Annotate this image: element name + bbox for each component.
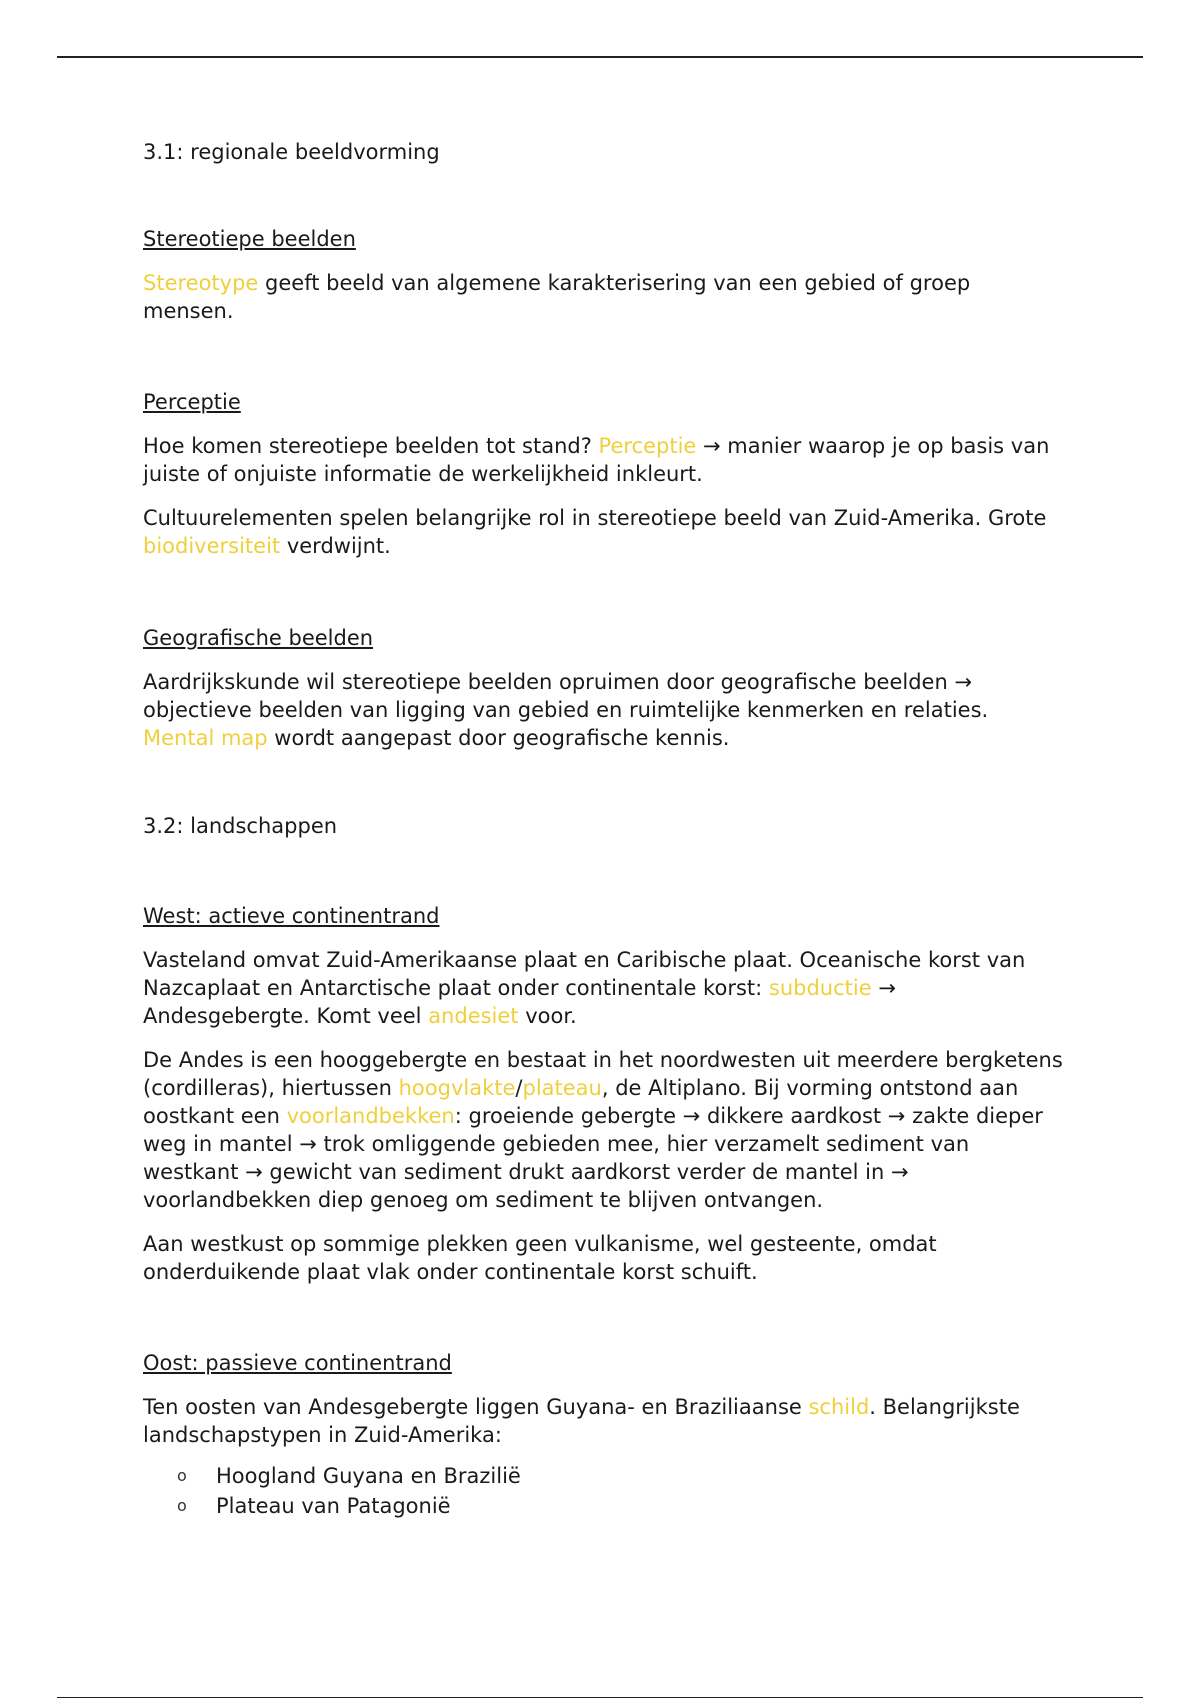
heading-oost: Oost: passieve continentrand: [143, 1351, 452, 1375]
document-body: [143, 138, 1063, 1521]
term-schild: schild: [808, 1395, 870, 1419]
footer-rule: [57, 1697, 1143, 1698]
heading-geografische-beelden: Geografische beelden: [143, 626, 374, 650]
paragraph-geografisch: Aardrijkskunde wil stereotiepe beelden opruimen door geografische beelden → objectieve beelden van ligging van gebied en ruimtelijke kenmerken en relaties. Mental map wordt aangepast door geografische kennis.: [143, 670, 989, 750]
term-biodiversiteit: biodiversiteit: [143, 534, 281, 558]
paragraph-west-3: Aan westkust op sommige plekken geen vulkanisme, wel gesteente, omdat onderduikende plaat vlak onder continentale korst schuift.: [143, 1232, 937, 1284]
heading-west: West: actieve continentrand: [143, 904, 440, 928]
term-stereotype: Stereotype: [143, 271, 259, 295]
paragraph-west-1: Vasteland omvat Zuid-Amerikaanse plaat en Caribische plaat. Oceanische korst van Nazcaplaat en Antarctische plaat onder continentale korst: subductie → Andesgebergte. Komt veel andesiet voor.: [143, 948, 1026, 1028]
paragraph-perceptie-1: Hoe komen stereotiepe beelden tot stand? Perceptie → manier waarop je op basis van juiste of onjuiste informatie de werkelijkheid inkleurt.: [143, 434, 1050, 486]
paragraph-west-2: De Andes is een hooggebergte en bestaat in het noordwesten uit meerdere bergketens (cordilleras), hiertussen hoogvlakte/plateau, de Altiplano. Bij vorming ontstond aan oostkant een voorlandbekken: groeiende gebergte → dikkere aardkost → zakte dieper weg in mantel → trok omliggende gebieden mee, hier verzamelt sediment van westkant → gewicht van sediment drukt aardkorst verder de mantel in → voorlandbekken diep genoeg om sediment te blijven ontvangen.: [143, 1048, 1063, 1212]
term-hoogvlakte: hoogvlakte: [398, 1076, 516, 1100]
term-plateau: plateau: [522, 1076, 602, 1100]
bullet-circle-icon: o: [177, 1496, 187, 1515]
paragraph-perceptie-2: Cultuurelementen spelen belangrijke rol in stereotiepe beeld van Zuid-Amerika. Grote biodiversiteit verdwijnt.: [143, 506, 1047, 558]
term-subductie: subductie: [768, 976, 872, 1000]
chapter-title-3-1: 3.1: regionale beeldvorming: [143, 140, 440, 164]
list-item: o Plateau van Patagonië: [143, 1491, 1063, 1521]
landscape-type-list: [143, 1461, 1063, 1521]
paragraph-stereotype: Stereotype geeft beeld van algemene karakterisering van een gebied of groep mensen.: [143, 271, 971, 323]
term-voorlandbekken: voorlandbekken: [286, 1104, 455, 1128]
paragraph-oost: Ten oosten van Andesgebergte liggen Guyana- en Braziliaanse schild. Belangrijkste landschapstypen in Zuid-Amerika:: [143, 1395, 1020, 1447]
heading-perceptie: Perceptie: [143, 390, 241, 414]
header-rule: [57, 56, 1143, 58]
heading-stereotiepe-beelden: Stereotiepe beelden: [143, 227, 356, 251]
bullet-circle-icon: o: [177, 1466, 187, 1485]
list-item: o Hoogland Guyana en Brazilië: [143, 1461, 1063, 1491]
term-andesiet: andesiet: [428, 1004, 519, 1028]
chapter-title-3-2: 3.2: landschappen: [143, 814, 338, 838]
term-perceptie: Perceptie: [598, 434, 697, 458]
term-mental-map: Mental map: [143, 726, 268, 750]
